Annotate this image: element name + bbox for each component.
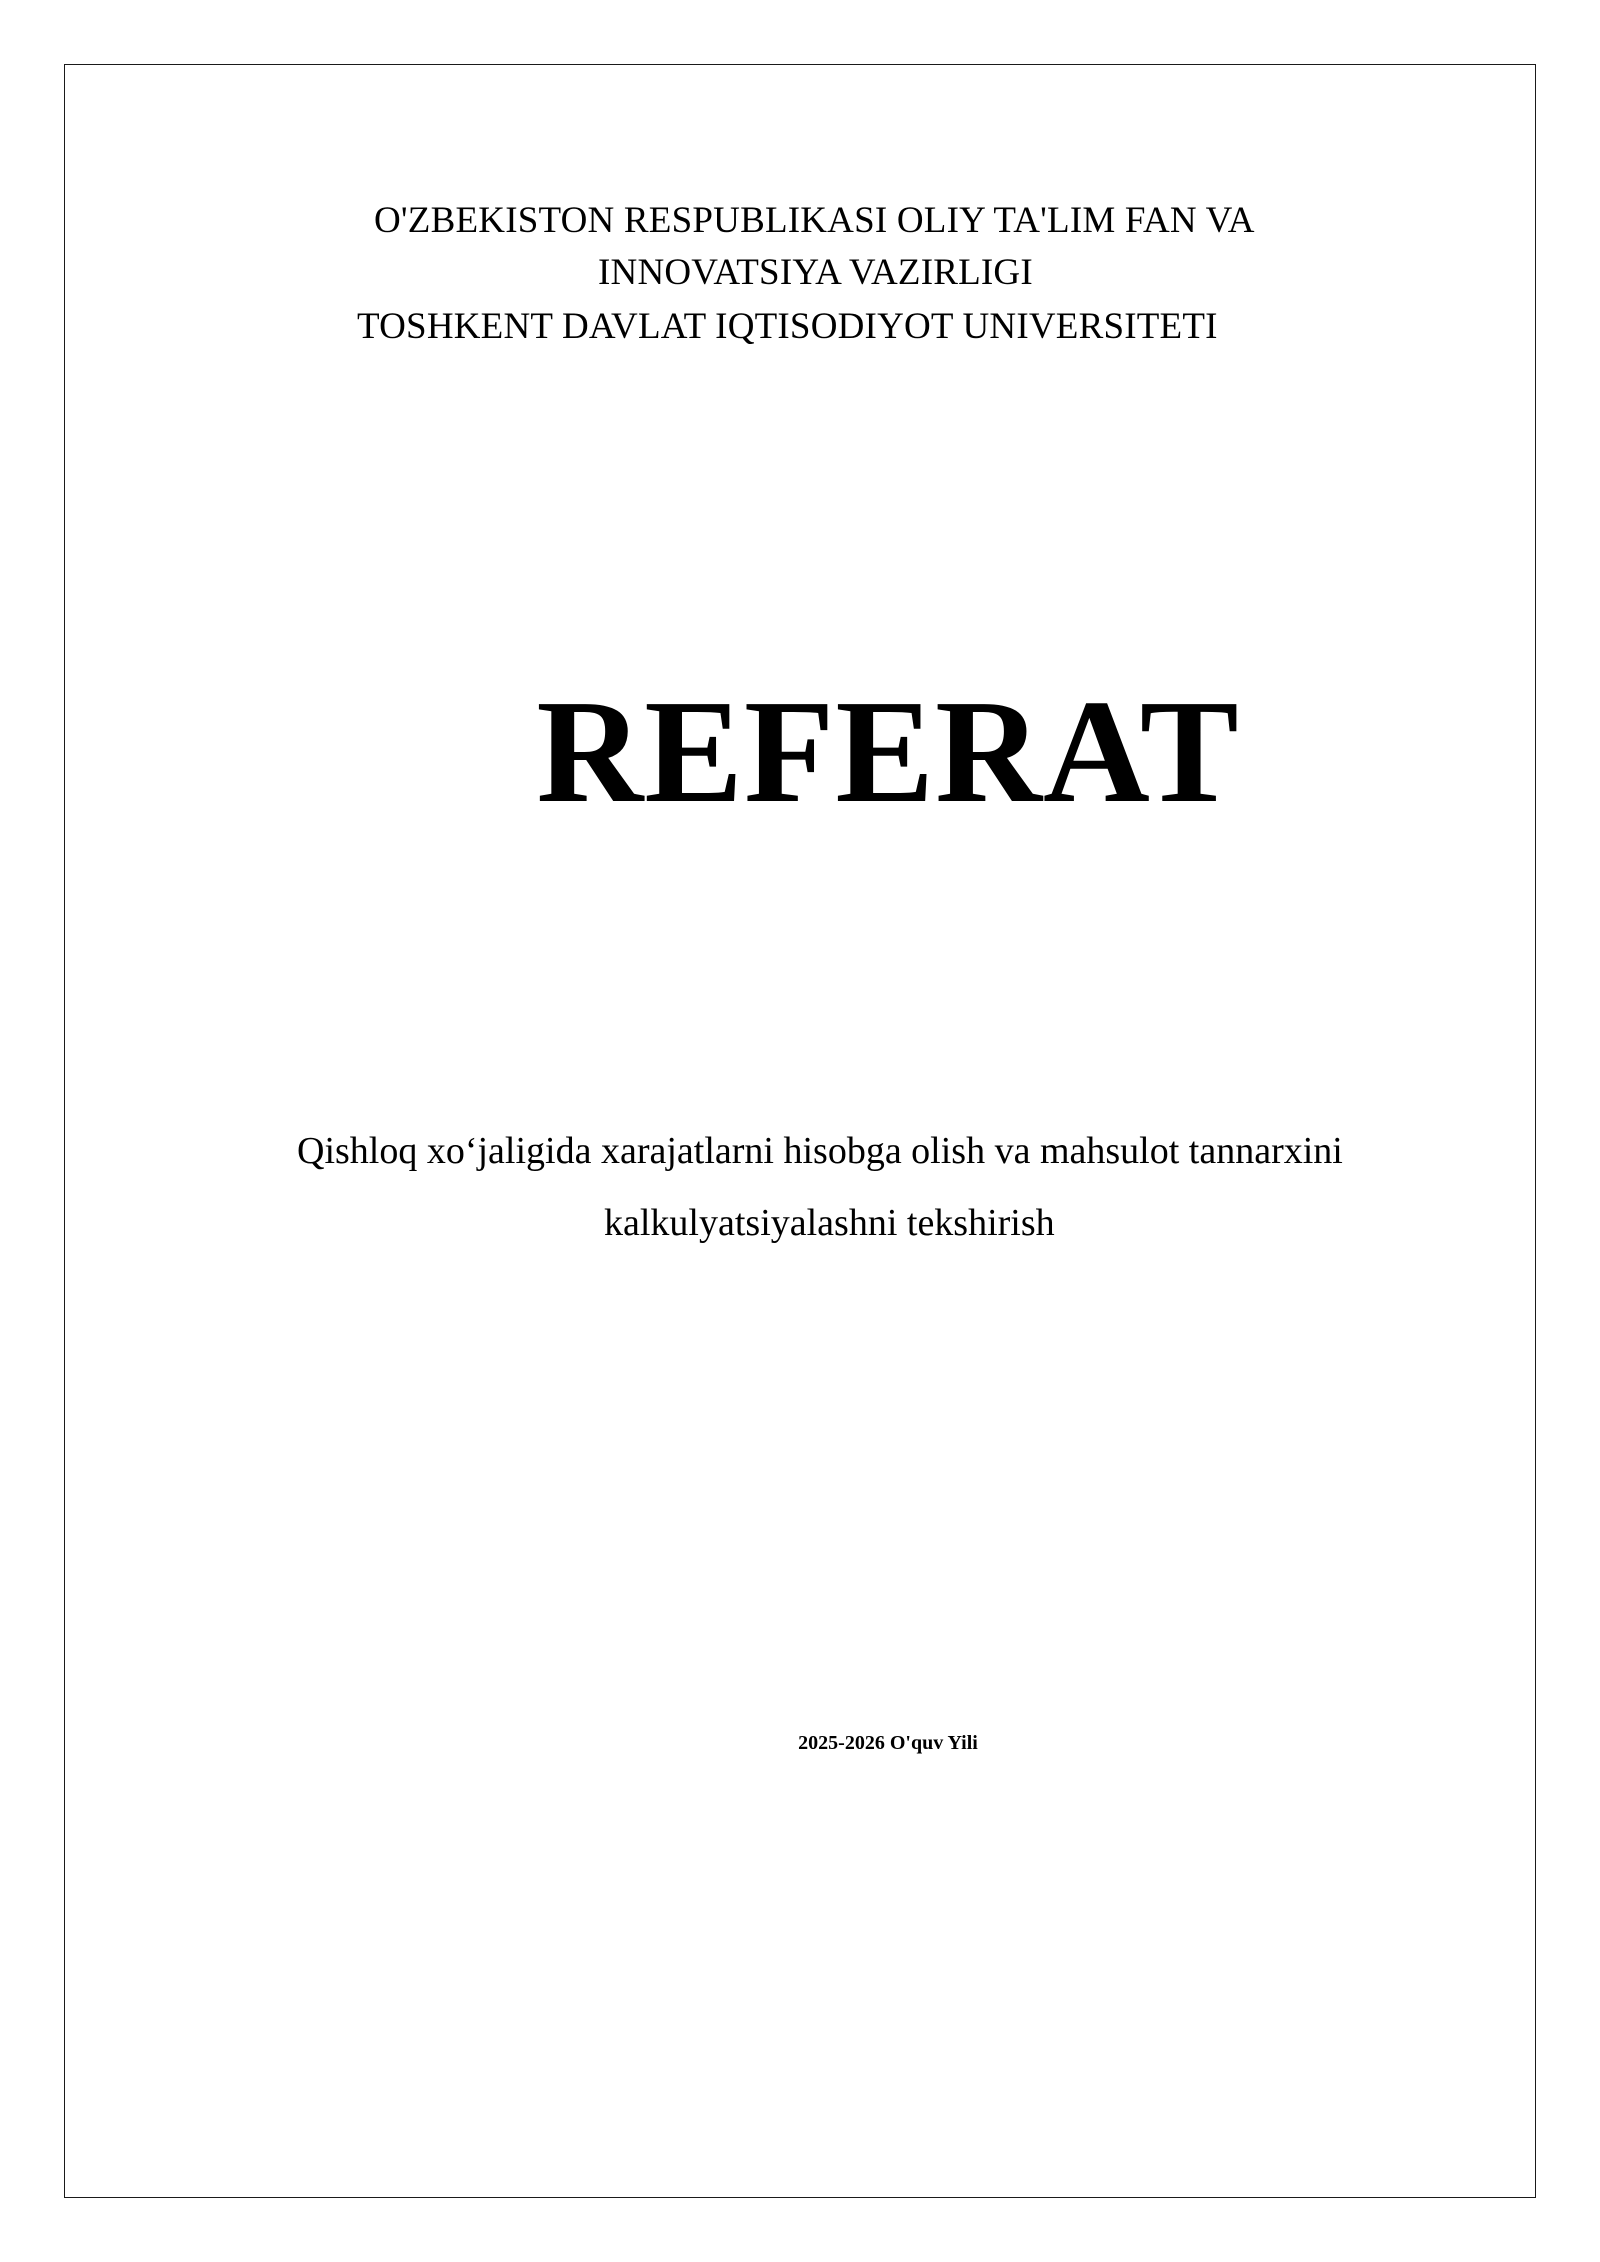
university-name: TOSHKENT DAVLAT IQTISODIYOT UNIVERSITETI (357, 306, 1218, 347)
document-title: REFERAT (536, 670, 1240, 834)
ministry-line-1: O'ZBEKISTON RESPUBLIKASI OLIY TA'LIM FAN VA (374, 200, 1255, 241)
ministry-line-2: INNOVATSIYA VAZIRLIGI (598, 252, 1033, 293)
topic-line-1: Qishloq xo‘jaligida xarajatlarni hisobga olish va mahsulot tannarxini (297, 1130, 1343, 1172)
topic-line-2: kalkulyatsiyalashni tekshirish (604, 1202, 1055, 1244)
topic (0, 1115, 1600, 1259)
institution-header (0, 196, 1600, 346)
academic-year: 2025-2026 O'quv Yili (798, 1732, 978, 1754)
